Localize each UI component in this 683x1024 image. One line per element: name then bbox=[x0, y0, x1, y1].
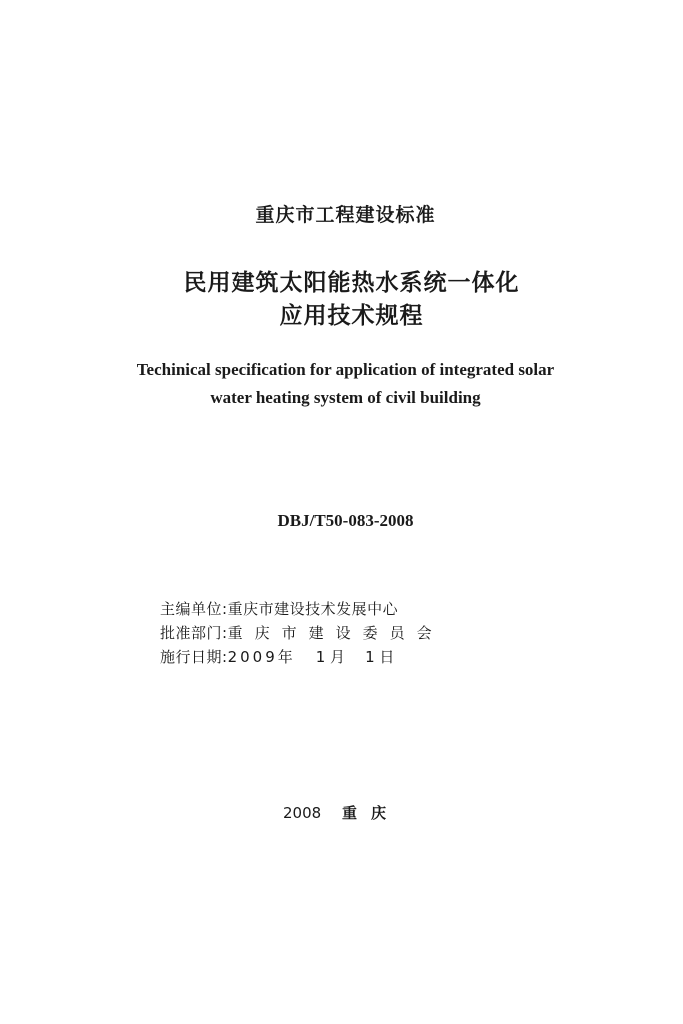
approver-value: 重庆市建设委员会 bbox=[227, 623, 444, 642]
standard-series: 重庆市工程建设标准 bbox=[255, 204, 436, 226]
publication-info bbox=[160, 596, 460, 668]
effective-label: 施行日期: bbox=[160, 647, 228, 666]
approver-row bbox=[160, 620, 460, 644]
publication-city: 重庆 bbox=[341, 804, 400, 822]
standard-code: DBJ/T50-083-2008 bbox=[277, 511, 414, 530]
title-line-2: 应用技术规程 bbox=[279, 303, 424, 329]
english-title-line-2: water heating system of civil building bbox=[210, 388, 481, 407]
editor-row bbox=[160, 596, 460, 620]
english-title-line-1: Techinical specification for application of integrated solar bbox=[136, 360, 555, 379]
title-line-1: 民用建筑太阳能热水系统一体化 bbox=[183, 270, 520, 296]
editor-value: 重庆市建设技术发展中心 bbox=[227, 599, 399, 618]
approver-label: 批准部门: bbox=[160, 623, 228, 642]
effective-year: 2009年 bbox=[227, 647, 296, 666]
editor-label: 主编单位: bbox=[160, 599, 228, 618]
effective-date-row bbox=[160, 644, 460, 668]
effective-day: 1 日 bbox=[365, 647, 395, 666]
effective-month: 1 月 bbox=[315, 647, 346, 666]
publication-footer bbox=[0, 802, 683, 823]
effective-date bbox=[228, 646, 395, 667]
publication-year: 2008 bbox=[283, 804, 322, 822]
